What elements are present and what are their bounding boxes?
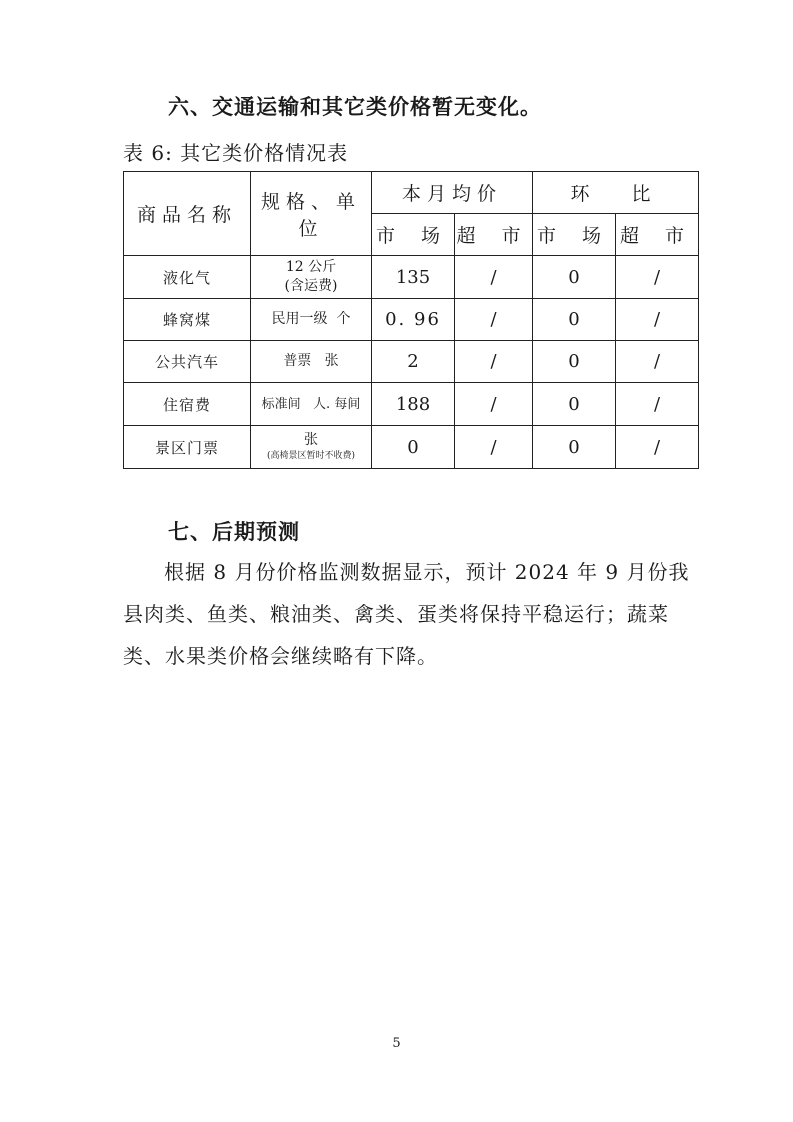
cell-spec: 普票 张	[251, 341, 372, 383]
cell-mom-market: 0	[533, 383, 616, 426]
header-mom-supermarket: 超 市	[616, 214, 699, 256]
cell-mom-supermarket: /	[616, 299, 699, 341]
cell-supermarket: /	[455, 426, 533, 469]
table-row	[124, 341, 699, 383]
table-row	[124, 383, 699, 426]
cell-spec	[251, 256, 372, 299]
cell-name: 蜂窝煤	[124, 299, 251, 341]
forecast-paragraph: 根据 8 月份价格监测数据显示，预计 2024 年 9 月份我县肉类、鱼类、粮油类、禽类、蛋类将保持平稳运行；蔬菜类、水果类价格会继续略有下降。	[123, 560, 690, 668]
table-row	[124, 299, 699, 341]
section-7-heading: 七、后期预测	[168, 519, 300, 544]
cell-market: 0. 96	[372, 299, 455, 341]
cell-spec: 标准间 人. 每间	[251, 383, 372, 426]
cell-market: 188	[372, 383, 455, 426]
other-prices-table	[123, 171, 699, 469]
header-mom-market: 市 场	[533, 214, 616, 256]
cell-supermarket: /	[455, 341, 533, 383]
cell-mom-supermarket: /	[616, 341, 699, 383]
cell-name: 景区门票	[124, 426, 251, 469]
cell-mom-market: 0	[533, 426, 616, 469]
header-avg-price: 本月均价	[372, 172, 533, 214]
spec-note: (高椅景区暂时不收费)	[266, 451, 356, 461]
cell-supermarket: /	[455, 299, 533, 341]
cell-market: 0	[372, 426, 455, 469]
cell-mom-market: 0	[533, 299, 616, 341]
header-supermarket: 超 市	[455, 214, 533, 256]
cell-mom-supermarket: /	[616, 426, 699, 469]
header-market: 市 场	[372, 214, 455, 256]
table-6-caption: 表 6: 其它类价格情况表	[123, 141, 349, 165]
page-number: 5	[392, 1036, 401, 1051]
spec-text: 张	[304, 432, 318, 448]
cell-market: 2	[372, 341, 455, 383]
cell-mom-supermarket: /	[616, 256, 699, 299]
header-mom: 环 比	[533, 172, 699, 214]
cell-mom-market: 0	[533, 256, 616, 299]
table-row	[124, 426, 699, 469]
cell-spec	[251, 426, 372, 469]
section-6-heading: 六、交通运输和其它类价格暂无变化。	[168, 94, 542, 119]
cell-supermarket: /	[455, 256, 533, 299]
header-name: 商品名称	[124, 172, 251, 256]
header-spec: 规格、单位	[251, 172, 372, 256]
spec-note: (含运费)	[284, 278, 338, 294]
cell-name: 公共汽车	[124, 341, 251, 383]
table-row	[124, 256, 699, 299]
cell-name: 住宿费	[124, 383, 251, 426]
cell-market: 135	[372, 256, 455, 299]
cell-mom-supermarket: /	[616, 383, 699, 426]
cell-supermarket: /	[455, 383, 533, 426]
cell-mom-market: 0	[533, 341, 616, 383]
cell-name: 液化气	[124, 256, 251, 299]
cell-spec: 民用一级 个	[251, 299, 372, 341]
spec-text: 12 公斤	[285, 259, 337, 275]
